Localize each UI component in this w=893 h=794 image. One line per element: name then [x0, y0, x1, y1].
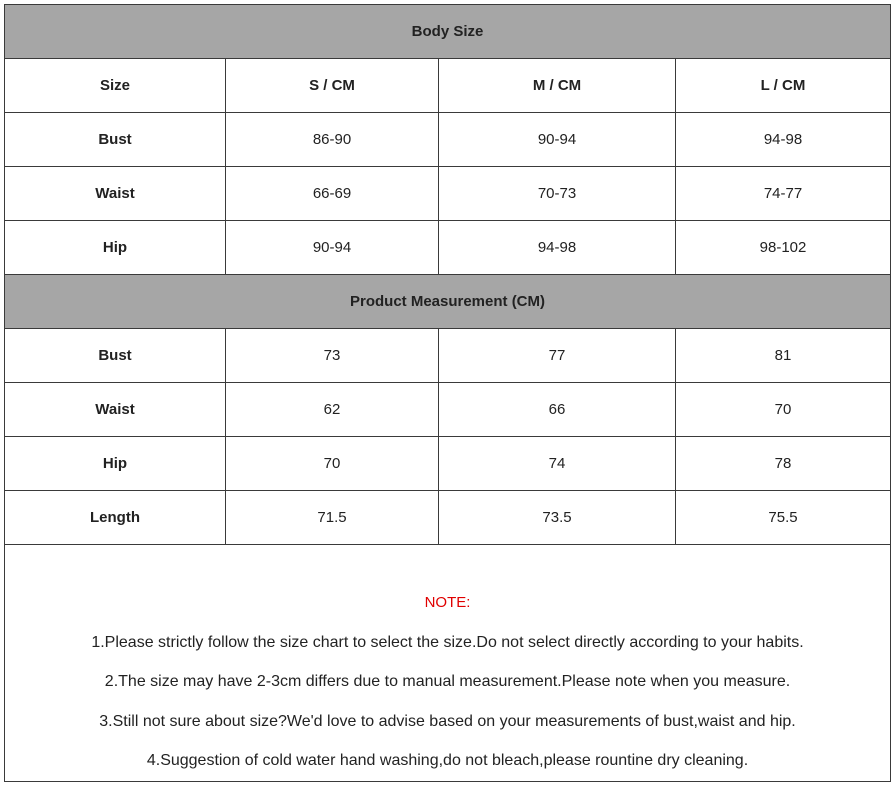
table-cell: 73: [226, 329, 439, 383]
table-cell: 75.5: [676, 491, 891, 545]
row-label: Waist: [5, 167, 226, 221]
table-cell: 94-98: [439, 221, 676, 275]
table-cell: 70: [226, 437, 439, 491]
table-cell: 66: [439, 383, 676, 437]
column-header-s: S / CM: [226, 59, 439, 113]
body-size-header-row: [5, 5, 891, 59]
row-label: Bust: [5, 329, 226, 383]
table-row: [5, 491, 891, 545]
row-label: Bust: [5, 113, 226, 167]
table-cell: 90-94: [439, 113, 676, 167]
table-cell: 66-69: [226, 167, 439, 221]
table-cell: 78: [676, 437, 891, 491]
column-header-l: L / CM: [676, 59, 891, 113]
notes-section: [5, 545, 890, 781]
table-cell: 90-94: [226, 221, 439, 275]
table-row: [5, 221, 891, 275]
table-cell: 98-102: [676, 221, 891, 275]
table-cell: 74-77: [676, 167, 891, 221]
size-table: [4, 4, 891, 782]
row-label: Hip: [5, 221, 226, 275]
table-row: [5, 383, 891, 437]
body-size-title: Body Size: [5, 5, 891, 59]
table-cell: 71.5: [226, 491, 439, 545]
table-cell: 73.5: [439, 491, 676, 545]
note-line: 4.Suggestion of cold water hand washing,do not bleach,please rountine dry cleaning.: [146, 752, 749, 769]
size-chart: [4, 4, 890, 793]
note-line: 1.Please strictly follow the size chart to select the size.Do not select directly according to your habits.: [91, 633, 804, 651]
column-header-m: M / CM: [439, 59, 676, 113]
note-line: 3.Still not sure about size?We'd love to advise based on your measurements of bust,waist and hip.: [99, 712, 796, 730]
product-measurement-title: Product Measurement (CM): [5, 275, 891, 329]
row-label: Waist: [5, 383, 226, 437]
table-cell: 77: [439, 329, 676, 383]
column-header-size: Size: [5, 59, 226, 113]
table-row: [5, 113, 891, 167]
table-cell: 86-90: [226, 113, 439, 167]
product-measurement-header-row: [5, 275, 891, 329]
row-label: Hip: [5, 437, 226, 491]
table-row: [5, 437, 891, 491]
table-cell: 70-73: [439, 167, 676, 221]
note-title: NOTE:: [424, 594, 471, 611]
note-line: 2.The size may have 2-3cm differs due to manual measurement.Please note when you measure.: [104, 673, 791, 690]
row-label: Length: [5, 491, 226, 545]
table-cell: 94-98: [676, 113, 891, 167]
table-cell: 70: [676, 383, 891, 437]
column-header-row: [5, 59, 891, 113]
table-row: [5, 329, 891, 383]
table-cell: 81: [676, 329, 891, 383]
table-cell: 74: [439, 437, 676, 491]
table-row: [5, 167, 891, 221]
notes-cell: [5, 545, 891, 782]
notes-row: [5, 545, 891, 782]
table-cell: 62: [226, 383, 439, 437]
